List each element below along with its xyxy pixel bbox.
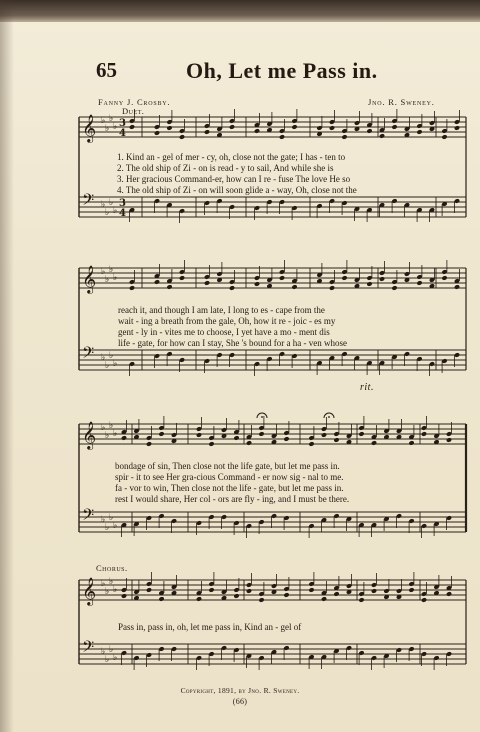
flat-sign-icon: ♭ <box>109 351 114 361</box>
note-head <box>146 441 152 447</box>
flat-sign-icon: ♭ <box>105 208 110 218</box>
note-head <box>421 431 427 437</box>
flat-sign-icon: ♭ <box>113 122 118 132</box>
note-head <box>416 129 422 135</box>
verse-1-line-3: bondage of sin, Then close not the life gate, but let me pass in. <box>115 461 340 471</box>
verse-4-line-1: 4. The old ship of Zi - on will soon glide a - way, Oh, close not the <box>117 185 357 195</box>
hymn-number: 65 <box>96 58 117 82</box>
verse-3-line-2: gent - ly in - vites me to choose, I yet have a mo - ment dis <box>118 327 330 337</box>
flat-sign-icon: ♭ <box>109 198 114 208</box>
note-head <box>208 587 214 593</box>
note-head <box>129 124 135 130</box>
flat-sign-icon: ♭ <box>109 421 114 431</box>
fermata-dot <box>261 416 263 418</box>
ritardando-mark: rit. <box>360 382 374 393</box>
note-head <box>283 592 289 598</box>
verse-2-line-1: 2. The old ship of Zi - on is read - y to sail, And while she is <box>117 163 334 173</box>
note-head <box>391 285 397 291</box>
note-head <box>129 285 135 291</box>
flat-sign-icon: ♭ <box>101 116 106 126</box>
chorus-lyrics-line: Pass in, pass in, oh, let me pass in, Kind an - gel of <box>118 622 302 632</box>
note-head <box>391 124 397 130</box>
flat-sign-icon: ♭ <box>105 655 110 665</box>
note-head <box>333 437 339 443</box>
copyright-notice: Copyright, 1891, by Jno. R. Sweney. <box>180 686 300 695</box>
note-head <box>341 275 347 281</box>
note-head <box>258 431 264 437</box>
time-signature-bottom: 4 <box>119 128 126 139</box>
note-head <box>421 597 427 603</box>
flat-sign-icon: ♭ <box>105 523 110 533</box>
treble-clef-icon: 𝄞 <box>82 577 97 605</box>
verse-2-line-3: spir - it to see Her gra-cious Command - er now sig - nal to me. <box>115 472 344 482</box>
note-head <box>408 587 414 593</box>
note-head <box>166 125 172 131</box>
note-head <box>166 284 172 290</box>
note-head <box>366 128 372 134</box>
note-head <box>179 275 185 281</box>
duet-label: Duet. <box>122 106 145 116</box>
time-signature-top: 3 <box>119 118 126 129</box>
note-head <box>229 124 235 130</box>
verse-3-line-3: fa - vor to win, Then close not the life - gate, but let me pass in. <box>115 483 344 493</box>
flat-sign-icon: ♭ <box>105 587 110 597</box>
note-head <box>341 134 347 140</box>
flat-sign-icon: ♭ <box>113 585 118 595</box>
verse-4-line-3: rest I would share, Her col - ors are fly - ing, and I must be there. <box>115 494 350 504</box>
treble-clef-icon: 𝄞 <box>82 421 97 449</box>
lyricist-credit: Fanny J. Crosby. <box>98 97 171 107</box>
note-head <box>208 441 214 447</box>
note-head <box>358 431 364 437</box>
bass-clef-icon: 𝄢 <box>82 506 95 528</box>
note-head <box>329 125 335 131</box>
note-head <box>258 597 264 603</box>
hymn-title: Oh, Let me Pass in. <box>186 58 378 83</box>
note-head <box>358 597 364 603</box>
bass-clef-icon: 𝄢 <box>82 344 95 366</box>
note-head <box>204 129 210 135</box>
verse-4-line-2: life - gate, for how can I stay, She 's bound for a ha - ven whose <box>118 338 347 348</box>
verse-1-line-1: 1. Kind an - gel of mer - cy, oh, close not the gate; I has - ten to <box>117 152 346 162</box>
note-head <box>291 284 297 290</box>
note-head <box>333 591 339 597</box>
note-head <box>379 276 385 282</box>
note-head <box>321 596 327 602</box>
note-head <box>196 432 202 438</box>
flat-sign-icon: ♭ <box>105 275 110 285</box>
note-head <box>146 587 152 593</box>
flat-sign-icon: ♭ <box>101 267 106 277</box>
flat-sign-icon: ♭ <box>109 513 114 523</box>
note-head <box>379 133 385 139</box>
flat-sign-icon: ♭ <box>113 206 118 216</box>
note-head <box>416 280 422 286</box>
flat-sign-icon: ♭ <box>109 265 114 275</box>
note-head <box>454 125 460 131</box>
note-head <box>196 596 202 602</box>
note-head <box>371 440 377 446</box>
note-head <box>321 432 327 438</box>
note-head <box>446 437 452 443</box>
note-head <box>158 431 164 437</box>
flat-sign-icon: ♭ <box>113 359 118 369</box>
note-head <box>283 436 289 442</box>
bass-clef-icon: 𝄢 <box>82 638 95 660</box>
note-head <box>233 593 239 599</box>
time-signature-bottom: 4 <box>119 208 126 219</box>
flat-sign-icon: ♭ <box>101 647 106 657</box>
fermata-dot <box>328 416 330 418</box>
composer-credit: Jno. R. Sweney. <box>368 97 435 107</box>
note-head <box>454 284 460 290</box>
note-head <box>229 285 235 291</box>
flat-sign-icon: ♭ <box>101 579 106 589</box>
note-head <box>179 134 185 140</box>
note-head <box>441 134 447 140</box>
flat-sign-icon: ♭ <box>101 423 106 433</box>
note-head <box>254 128 260 134</box>
note-head <box>233 435 239 441</box>
note-head <box>279 275 285 281</box>
note-head <box>254 281 260 287</box>
note-head <box>154 130 160 136</box>
flat-sign-icon: ♭ <box>101 200 106 210</box>
note-head <box>246 588 252 594</box>
note-head <box>329 285 335 291</box>
bass-clef-icon: 𝄢 <box>82 191 95 213</box>
note-head <box>366 281 372 287</box>
flat-sign-icon: ♭ <box>113 653 118 663</box>
page-number: (66) <box>232 697 248 706</box>
note-head <box>121 435 127 441</box>
verse-1-line-2: reach it, and though I am late, I long to es - cape from the <box>118 305 325 315</box>
note-head <box>446 591 452 597</box>
note-head <box>246 440 252 446</box>
note-head <box>291 124 297 130</box>
time-signature-top: 3 <box>119 198 126 209</box>
flat-sign-icon: ♭ <box>109 114 114 124</box>
flat-sign-icon: ♭ <box>105 361 110 371</box>
flat-sign-icon: ♭ <box>105 124 110 134</box>
chorus-label: Chorus. <box>96 563 128 573</box>
note-head <box>371 588 377 594</box>
flat-sign-icon: ♭ <box>101 515 106 525</box>
flat-sign-icon: ♭ <box>113 273 118 283</box>
flat-sign-icon: ♭ <box>113 521 118 531</box>
treble-clef-icon: 𝄞 <box>82 265 97 293</box>
flat-sign-icon: ♭ <box>105 431 110 441</box>
note-head <box>308 441 314 447</box>
note-head <box>121 593 127 599</box>
verse-2-line-2: wait - ing a breath from the gale, Oh, how it re - joic - es my <box>118 316 336 326</box>
verse-3-line-1: 3. Her gracious Command-er, how can I re - fuse The love He so <box>117 174 351 184</box>
flat-sign-icon: ♭ <box>109 577 114 587</box>
flat-sign-icon: ♭ <box>101 353 106 363</box>
note-head <box>158 596 164 602</box>
note-head <box>408 440 414 446</box>
note-head <box>204 280 210 286</box>
note-head <box>279 134 285 140</box>
note-head <box>441 275 447 281</box>
treble-clef-icon: 𝄞 <box>82 114 97 142</box>
flat-sign-icon: ♭ <box>109 645 114 655</box>
note-head <box>154 279 160 285</box>
flat-sign-icon: ♭ <box>113 429 118 439</box>
note-head <box>308 587 314 593</box>
